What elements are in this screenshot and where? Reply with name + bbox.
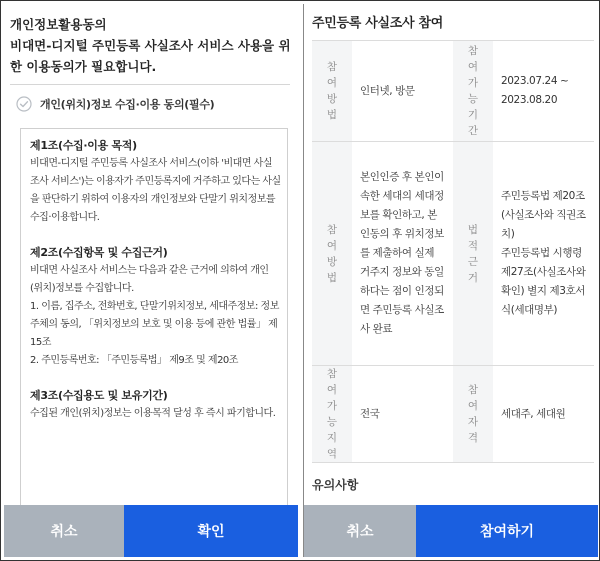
row-label: 참여가능기간: [453, 41, 493, 142]
article-3: [30, 387, 281, 423]
article-body: 수집된 개인(위치)정보는 이용목적 달성 후 즉시 파기합니다.: [30, 408, 276, 419]
article-body: 비대면 사실조사 서비스는 다음과 같은 근거에 의하여 개인(위치)정보를 수집합니다. 1. 이름, 집주소, 전화번호, 단말기위치정보, 세대주정보: 정보주체의 동의, 「위치정보의 보호 및 이용 등에 관한 법률」 제15조 2. 주민등록번호: 「주민등록법」 제9조 및 제20조: [30, 265, 279, 366]
row-label: 참여방법: [312, 142, 352, 366]
consent-item-label: 개인(위치)정보 수집·이용 동의(필수): [40, 98, 215, 111]
article-2: [30, 244, 281, 370]
check-circle-icon[interactable]: [16, 96, 32, 112]
cancel-button[interactable]: 취소: [304, 505, 416, 557]
table-row: [312, 366, 594, 463]
consent-button-bar: [4, 505, 298, 557]
consent-title: 개인정보활용동의: [10, 17, 107, 32]
article-title: 제3조(수집용도 및 보유기간): [30, 389, 168, 402]
join-button[interactable]: 참여하기: [416, 505, 598, 557]
confirm-button[interactable]: 확인: [124, 505, 298, 557]
participation-button-bar: [304, 505, 598, 557]
row-value: 본인인증 후 본인이 속한 세대의 세대정보를 확인하고, 본인동의 후 위치정보를 제출하여 실제 거주지 정보와 동일하다는 점이 인정되면 주민등록 사실조사 완료: [352, 142, 453, 366]
divider: [10, 84, 290, 85]
consent-heading: [10, 14, 292, 77]
page-title: 주민등록 사실조사 참여: [312, 16, 444, 31]
row-value: 2023.07.24 ~ 2023.08.20: [493, 41, 594, 142]
consent-panel: [4, 4, 298, 557]
article-body: 비대면-디지털 주민등록 사실조사 서비스(이하 '비대면 사실조사 서비스')는 이용자가 주민등록지에 거주하고 있다는 사실을 판단하기 위하여 이용자의 개인정보와 단말기 위치정보를 수집·이용합니다.: [30, 158, 281, 223]
notice-heading: 유의사항: [312, 478, 359, 492]
consent-checkbox-row[interactable]: [16, 96, 214, 112]
article-title: 제2조(수집항목 및 수집근거): [30, 246, 168, 259]
row-value: 전국: [352, 366, 453, 463]
row-label: 법적근거: [453, 142, 493, 366]
cancel-button[interactable]: 취소: [4, 505, 124, 557]
table-row: [312, 41, 594, 142]
row-label: 참여방법: [312, 41, 352, 142]
row-label: 참여자격: [453, 366, 493, 463]
row-value: 주민등록법 제20조(사실조사와 직권조치) 주민등록법 시행령 제27조(사실조사와 확인) 별지 제3호서식(세대명부): [493, 142, 594, 366]
terms-scroll-box[interactable]: [20, 128, 288, 518]
participation-info-table: [312, 40, 594, 463]
row-label: 참여가능지역: [312, 366, 352, 463]
participation-panel: [303, 4, 598, 557]
row-value: 인터넷, 방문: [352, 41, 453, 142]
article-title: 제1조(수집·이용 목적): [30, 139, 137, 152]
row-value: 세대주, 세대원: [493, 366, 594, 463]
table-row: [312, 142, 594, 366]
consent-subtitle: 비대면-디지털 주민등록 사실조사 서비스 사용을 위한 이용동의가 필요합니다.: [10, 38, 291, 74]
article-1: [30, 137, 281, 227]
